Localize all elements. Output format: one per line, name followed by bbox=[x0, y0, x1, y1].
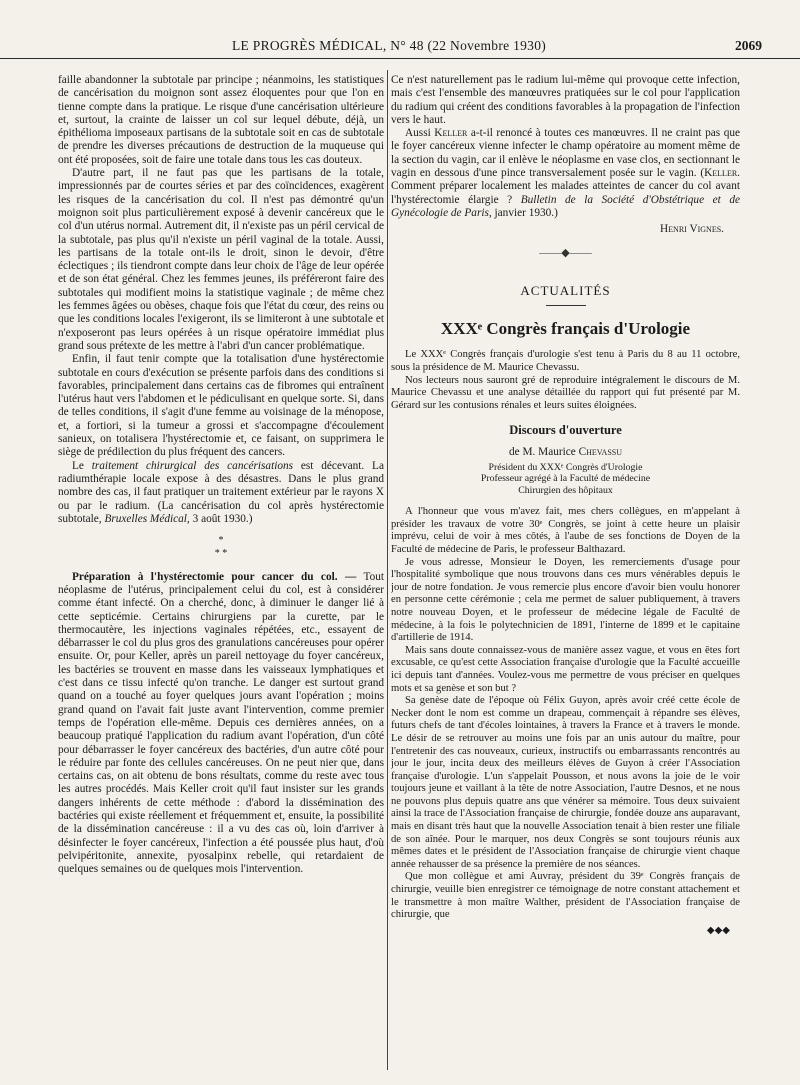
section-stars: * * * bbox=[214, 535, 228, 560]
left-column bbox=[58, 74, 384, 1064]
section-title: ACTUALITÉS bbox=[520, 282, 611, 298]
paragraph: Je vous adresse, Monsieur le Doyen, les remerciements d'usage pour l'hospitalité symbolique que nous trouvons dans ces murs vénérables depuis le jour de notre fondation. Je vous remercie plus encore d'avoir bien voulu honorer en personne cette cérémonie ; cela me permet de saluer publiquement, à travers notre nouveau Doyen, et le professeur de médecine légale de Faculté de médecine, à la fois le polytechnicien de 1891, l'interne de 1899 et le capitaine d'artillerie de 1914. bbox=[391, 556, 740, 644]
author-name: Keller bbox=[434, 127, 468, 140]
paragraph bbox=[58, 460, 384, 526]
paragraph: A l'honneur que vous m'avez fait, mes chers collègues, en m'appelant à présider les travaux de votre 30ᵉ Congrès, se joint à cette heure un plaisir imprévu, celui de voir à mes côtés, à l'aube de ses fonctions de Doyen de la Faculté de médecine de Paris, le professeur Balthazard. bbox=[391, 506, 740, 556]
ornament-divider: ——◆—— bbox=[539, 246, 592, 259]
end-ornament: ◆◆◆ bbox=[706, 924, 730, 936]
paragraph: Nos lecteurs nous sauront gré de reproduire intégralement le discours de M. Maurice Chevassu et une analyse détaillée du rapport qui fut présenté par M. Gérard sur les contusions rénales et leurs suites éloignées. bbox=[391, 374, 740, 411]
text-run: janvier 1930.) bbox=[491, 206, 558, 219]
italic-run: traitement chirurgical des cancérisations bbox=[91, 459, 294, 472]
affiliation-line: Président du XXXᵉ Congrès d'Urologie bbox=[488, 462, 643, 474]
author-name: Keller bbox=[704, 167, 738, 180]
affiliation-line: Professeur agrégé à la Faculté de médecine bbox=[480, 473, 651, 485]
citation-source: Bulletin de la Société d'Obstétrique et de Gynécologie de Paris, bbox=[391, 193, 740, 219]
text-run: Tout néoplasme de l'utérus, principalement celui du col, est à considérer comme étant infecté. On a cherché, donc, à diminuer le danger lié à cette septicémie. Certains chirurgiens par la curette, par le thermocautère, les injections vaginales répétées, etc., essayent de débarrasser le col du plus gros des granulations cancéreuses pour opérer ensuite. Or, pour Keller, après un pareil nettoyage du foyer cancéreux, les bactéries se trouvent en masse dans les vaisseaux lymphatiques et c'est dans ce tissu infecté qu'on tranche. Le danger est surtout grand quand on a touché au foyer quelques jours avant l'opération ; moins grand quand on l'avait fait juste avant l'intervention, comme premier temps de l'opération elle-même. Depuis ces dernières années, on a beaucoup pratiqué l'application du radium avant l'opération, d'un côté pour débarrasser le foyer cancéreux des bactéries, d'un autre côté pour le réduire par fonte des cellules cancéreuses. On ne peut nier que, dans certains cas, on ait obtenu de bons résultats, comme du reste avec tous les autres procédés. Mais Keller croit qu'il faut insister sur les grands dangers inhérents de cette méthode : d'abord la dissémination des bactéries qui existe réellement et fréquemment et, ensuite, la possibilité de la dissémination cancéreuse : il a vu des cas où, loin d'arriver à désinfecter le foyer cancéreux, l'infection a été poussée plus haut, d'où pelvipéritonite, annexite, pyosalpinx rebelle, qui retardaient de quelques semaines ou de quelques mois l'intervention. bbox=[58, 570, 384, 876]
column-divider bbox=[387, 70, 388, 1070]
author-name: Chevassu bbox=[578, 445, 623, 458]
paragraph: Que mon collègue et ami Auvray, président du 39ᵉ Congrès français de chirurgie, veuille bien enregistrer ce témoignage de notre constant attachement et le transmettre à mon maître Walther, président de l'Association française de chirurgie, que bbox=[391, 871, 740, 921]
paragraph: Sa genèse date de l'époque où Félix Guyon, après avoir créé cette école de Necker dont le nom est comme un drapeau, commençait à répandre ses élèves, futurs chefs de tant d'écoles lointaines, à travers la France et à travers le monde. Le désir de se retrouver au moins une fois par an unis autour du maître, pour l'entretenir des cas nouveaux, curieux, instructifs ou embarrassants rencontrés au jour le jour, incita deux des meilleurs élèves de Guyon à créer l'Association française d'urologie. L'un s'appelait Pousson, et nous avons la joie de le voir toujours jeune et vaillant à la tête de notre Association, l'autre Desnos, et ne nous ne pouvons plus depuis quatre ans que vénérer sa mémoire. Tous deux suivaient ainsi la trace de l'Association française de chirurgie, fondée douze ans auparavant, mais en disant très haut que la nouvelle Association tenait à bien rester une filiale de son aînée. Pour le marquer, nos deux Congrès se sont toujours réunis aux mêmes dates et le président de l'Association française de chirurgie vient chaque année rehausser de sa présence la première de nos séances. bbox=[391, 695, 740, 870]
paragraph: Mais sans doute connaissez-vous de manière assez vague, et vous en êtes fort excusable, ce qu'est cette Association française d'urologie que la Faculté accueille ici depuis tant d'années. Voulez-vous me permettre de vous préciser en quelques mots et sa genèse et son but ? bbox=[391, 644, 740, 694]
citation-source: Bruxelles Médical, bbox=[104, 512, 190, 525]
article-title: XXXᵉ Congrès français d'Urologie bbox=[440, 319, 691, 339]
running-header bbox=[0, 38, 800, 59]
run-in-heading: Préparation à l'hystérectomie pour cancer du col. — bbox=[72, 570, 357, 583]
title-rule bbox=[546, 305, 586, 306]
paragraph: Le XXXᵉ Congrès français d'urologie s'est tenu à Paris du 8 au 11 octobre, sous la présidence de M. Maurice Chevassu. bbox=[391, 349, 740, 374]
author-affiliation bbox=[391, 462, 740, 496]
paragraph: Enfin, il faut tenir compte que la totalisation d'une hystérectomie subtotale en cours d'exécution se présente parfois dans des conditions si favorables, principalement dans certains cas de fibromes qui entraînent l'utérus haut vers l'abdomen et le pédiculisant en quelque sorte. Si, dans de telles conditions, il s'agit d'une femme au voisinage de la ménopose, et, a fortiori, si la tumeur a grossi et s'accompagne d'écoulement sanieux, on totalisera l'hystérectomie et, ce faisant, on supprimera le siège de prédilection du plus fréquent des cancers. bbox=[58, 353, 384, 459]
paragraph bbox=[391, 127, 740, 220]
page-number: 2069 bbox=[735, 38, 762, 53]
running-title: LE PROGRÈS MÉDICAL, N° 48 (22 Novembre 1930) bbox=[232, 38, 547, 53]
affiliation-line: Chirurgien des hôpitaux bbox=[518, 484, 613, 496]
signature: Henri Vignes. bbox=[660, 223, 724, 236]
text-run: est décevant. La radiumthérapie locale expose à des désastres. Dans le plus grand nombre des cas, il faut pratiquer un traitement extérieur par le rayons X ou par le radium. (La cancérisation du col après hystérectomie subtotale, bbox=[58, 459, 384, 525]
text-run: 3 août 1930.) bbox=[189, 512, 253, 525]
speech-author bbox=[391, 446, 740, 459]
paragraph: Ce n'est naturellement pas le radium lui-même qui provoque cette infection, mais c'est l'ensemble des manœuvres pratiquées sur le col pour l'application du radium qui créent des conditions favorables à la propagation de l'infection vers le haut. bbox=[391, 74, 740, 126]
speech-title: Discours d'ouverture bbox=[509, 423, 622, 438]
text-run: . Comment préparer localement les malades atteintes de cancer du col avant l'hystérectomie élargie ? bbox=[391, 167, 740, 206]
text-run: Le bbox=[72, 459, 92, 472]
paragraph bbox=[58, 571, 384, 877]
right-column bbox=[391, 74, 740, 1064]
paragraph: D'autre part, il ne faut pas que les partisans de la totale, impressionnés par de courtes séries et par des coïncidences, exagèrent les risques de la cancérisation du col. Il n'est pas démontré qu'un moignon soit plus particulièrement exposé à devenir cancéreux que le col d'un utérus normal. Autrement dit, il n'existe pas un péril cervical de la subtotale, pas plus qu'il n'existe un péril vaginal de la totale. Aussi, les partisans de la totale ont-ils le droit, sinon le devoir, d'être éclectiques ; ils tiendront compte dans leur choix de l'âge de leur opérée et de son état général. Chez les femmes jeunes, ils préféreront faire des subtotales qui modifient moins la statistique vaginale ; de même chez les femmes âgées ou obèses, chaque fois que l'état du cœur, des reins ou que les conditions locales l'exigeront, ils se limiteront à une subtotale et n'exposeront pas leurs opérées à un risque opératoire immédiat plus grand sous prétexte de les mettre à l'abri d'un cancer problématique. bbox=[58, 167, 384, 352]
paragraph: faille abandonner la subtotale par principe ; néanmoins, les statistiques de cancérisation du moignon sont assez éloquentes pour que l'on en tienne compte dans la pratique. Le risque d'une cancérisation ultérieure et, surtout, la crainte de laisser un col sur lequel débute, déjà, un épithélioma imposeaux partisans de la subtotale soit en cas de subtotale de prendre les diverses précautions de destruction de la muqueuse qui ont été proposées, soit de faire une totale dans tous les cas douteux. bbox=[58, 74, 384, 166]
text-run: de M. Maurice bbox=[508, 445, 579, 458]
text-run: a-t-il renoncé à toutes ces manœuvres. Il ne craint pas que le foyer cancéreux vienne infecter le champ opératoire au moment même de la section du vagin, car il enlève le néoplasme en vase clos, en sectionnant le vagin en dessous d'une pince transversalement posée sur le vagin. ( bbox=[391, 127, 740, 180]
text-run: Aussi bbox=[405, 127, 435, 140]
